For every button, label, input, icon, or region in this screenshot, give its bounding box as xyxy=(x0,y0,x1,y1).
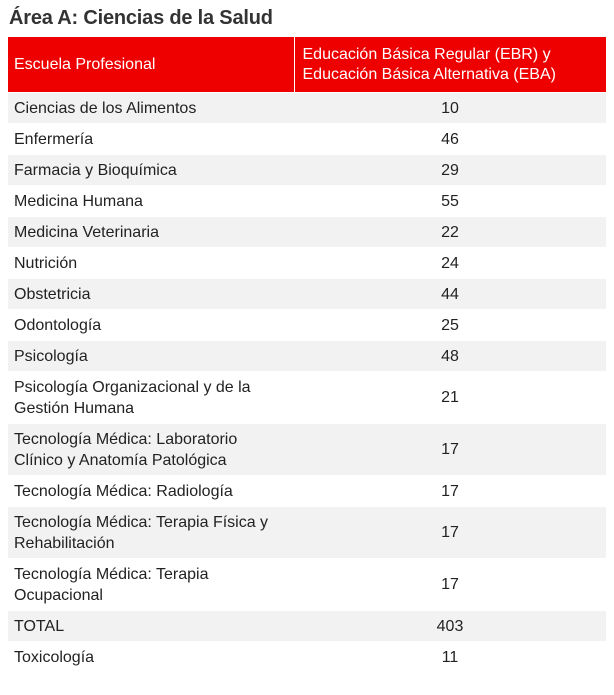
table-row xyxy=(8,248,606,279)
vacantes-cell: 44 xyxy=(294,279,606,310)
table-row xyxy=(8,507,606,559)
table-header-row xyxy=(8,37,606,93)
vacantes-cell: 22 xyxy=(294,217,606,248)
table-row xyxy=(8,124,606,155)
total-row xyxy=(8,611,606,642)
table-row xyxy=(8,559,606,611)
escuela-cell: Odontología xyxy=(8,310,294,341)
escuela-cell: Farmacia y Bioquímica xyxy=(8,155,294,186)
table-row xyxy=(8,93,606,124)
table-row xyxy=(8,341,606,372)
vacantes-cell: 403 xyxy=(294,611,606,642)
vacantes-cell: 48 xyxy=(294,341,606,372)
vacantes-cell: 46 xyxy=(294,124,606,155)
vacantes-cell: 29 xyxy=(294,155,606,186)
escuela-cell: Medicina Humana xyxy=(8,186,294,217)
vacantes-cell: 21 xyxy=(294,372,606,424)
vacantes-cell: 25 xyxy=(294,310,606,341)
table-row xyxy=(8,372,606,424)
escuela-cell: Medicina Veterinaria xyxy=(8,217,294,248)
vacantes-cell: 17 xyxy=(294,507,606,559)
vacantes-cell: 17 xyxy=(294,476,606,507)
vacantes-cell: 55 xyxy=(294,186,606,217)
escuela-cell: Tecnología Médica: Laboratorio Clínico y Anatomía Patológica xyxy=(8,424,294,476)
table-row xyxy=(8,217,606,248)
table-row xyxy=(8,476,606,507)
escuela-cell: Obstetricia xyxy=(8,279,294,310)
vacantes-cell: 17 xyxy=(294,424,606,476)
escuela-cell: Tecnología Médica: Radiología xyxy=(8,476,294,507)
table-row xyxy=(8,424,606,476)
vacantes-cell: 24 xyxy=(294,248,606,279)
escuela-cell: Tecnología Médica: Terapia Ocupacional xyxy=(8,559,294,611)
escuela-cell: Psicología xyxy=(8,341,294,372)
escuela-cell: Nutrición xyxy=(8,248,294,279)
table-row xyxy=(8,310,606,341)
vacantes-cell: 11 xyxy=(294,642,606,673)
table-row xyxy=(8,642,606,673)
vacantes-cell: 10 xyxy=(294,93,606,124)
header-ebr-eba: Educación Básica Regular (EBR) y Educación Básica Alternativa (EBA) xyxy=(294,37,606,93)
escuela-cell: Enfermería xyxy=(8,124,294,155)
header-escuela: Escuela Profesional xyxy=(8,37,294,93)
escuela-cell: Ciencias de los Alimentos xyxy=(8,93,294,124)
page-title: Área A: Ciencias de la Salud xyxy=(9,7,273,29)
vacantes-cell: 17 xyxy=(294,559,606,611)
escuela-cell: TOTAL xyxy=(8,611,294,642)
table-row xyxy=(8,155,606,186)
vacancies-table xyxy=(8,37,606,672)
table-row xyxy=(8,279,606,310)
table-row xyxy=(8,186,606,217)
escuela-cell: Toxicología xyxy=(8,642,294,673)
escuela-cell: Psicología Organizacional y de la Gestión Humana xyxy=(8,372,294,424)
escuela-cell: Tecnología Médica: Terapia Física y Rehabilitación xyxy=(8,507,294,559)
